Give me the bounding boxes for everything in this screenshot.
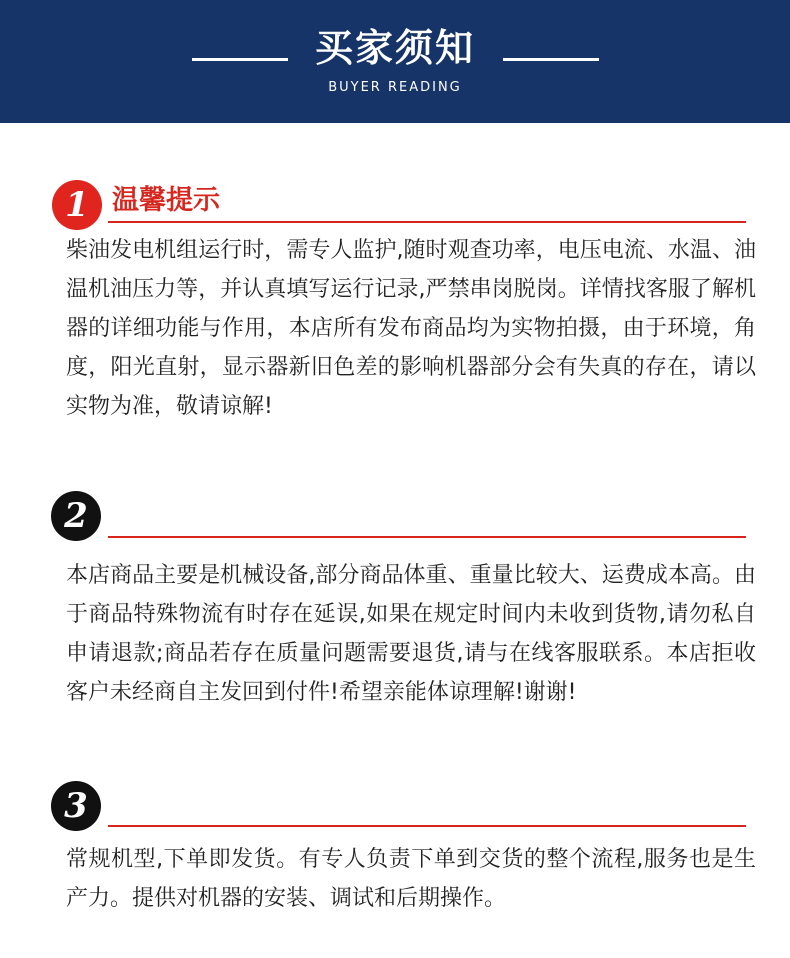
section-1-rule [108, 221, 746, 223]
section-3-text: 常规机型,下单即发货。有专人负责下单到交货的整个流程,服务也是生产力。提供对机器的安装、调试和后期操作。 [66, 847, 756, 911]
page-subtitle: BUYER READING [328, 80, 462, 95]
section-2-text: 本店商品主要是机械设备,部分商品体重、重量比较大、运费成本高。由于商品特殊物流有时存在延误,如果在规定时间内未收到货物,请勿私自申请退款;商品若存在质量问题需要退货,请与在线客服联系。本店拒收客户未经商自主发回到付件!希望亲能体谅理解!谢谢! [66, 563, 756, 705]
number-badge-3 [51, 781, 101, 831]
page-title: 买家须知 [314, 26, 475, 70]
section-3-rule [108, 825, 746, 827]
section-1-text: 柴油发电机组运行时，需专人监护,随时观查功率，电压电流、水温、油温机油压力等，并认真填写运行记录,严禁串岗脱岗。详情找客服了解机器的详细功能与作用，本店所有发布商品均为实物拍摄，由于环境，角度，阳光直射，显示器新旧色差的影响机器部分会有失真的存在，请以实物为准，敬请谅解! [66, 238, 756, 419]
header-decor-line-right [503, 58, 599, 61]
header-banner [0, 0, 790, 123]
number-badge-2-text: 2 [64, 496, 88, 536]
number-badge-1-text: 1 [65, 185, 89, 225]
section-2-rule [108, 536, 746, 538]
number-badge-2 [51, 491, 101, 541]
section-1-title: 温馨提示 [112, 185, 220, 216]
number-badge-1 [52, 180, 102, 230]
number-badge-3-text: 3 [64, 786, 88, 826]
